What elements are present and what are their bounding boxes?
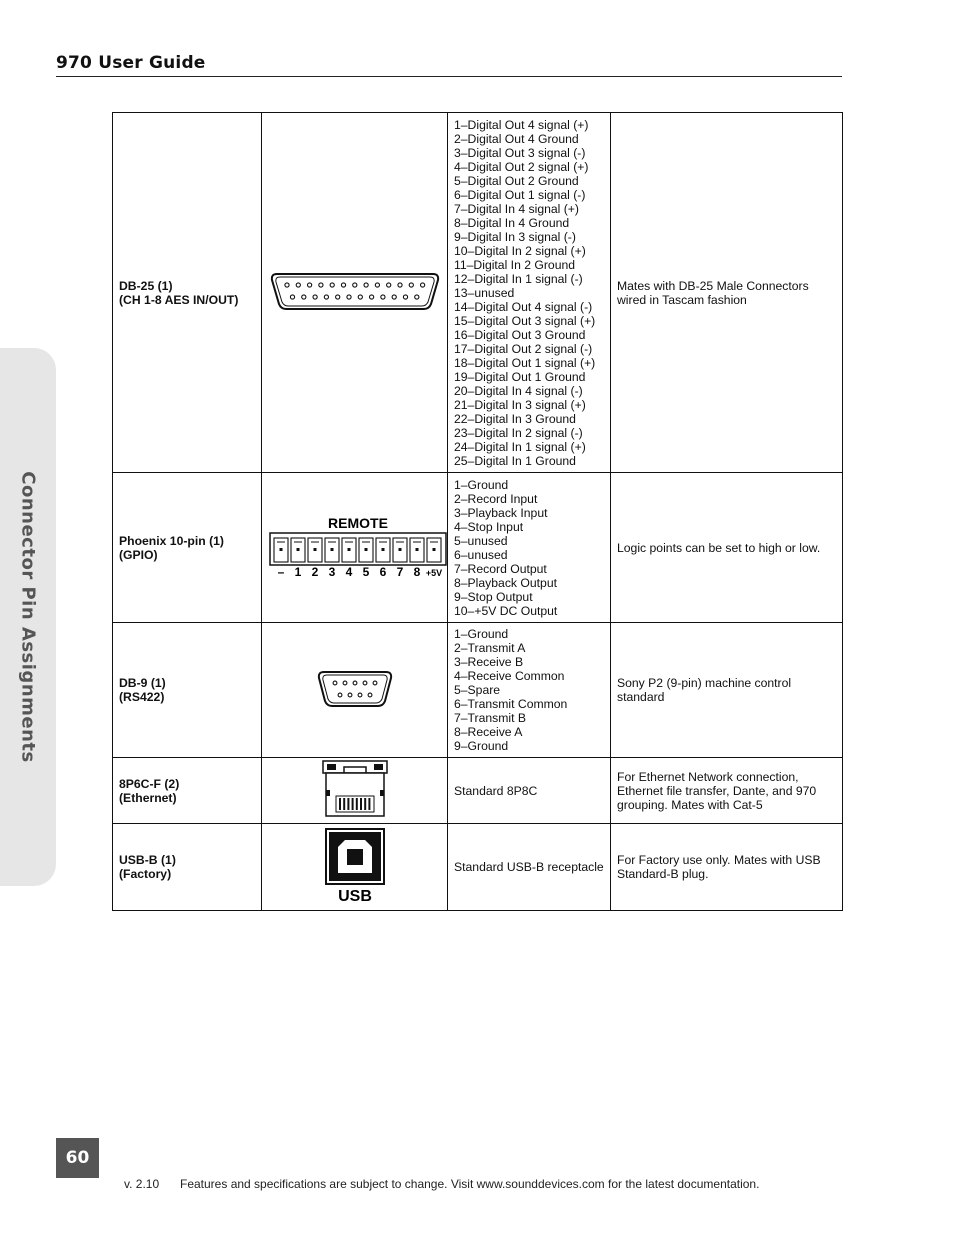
- pin-list-cell: [448, 113, 611, 473]
- terminal-pin: [280, 548, 283, 551]
- pin-assignment: 5–Digital Out 2 Ground: [454, 173, 579, 188]
- pin-list-cell: [448, 623, 611, 758]
- terminal-pin: [314, 548, 317, 551]
- contact: [364, 798, 366, 810]
- pin-assignment: 6–Digital Out 1 signal (-): [454, 187, 586, 202]
- db25-connector-icon: [269, 270, 441, 312]
- note-line: Sony P2 (9-pin) machine control: [617, 676, 792, 690]
- pin-assignment: 5–unused: [454, 533, 508, 548]
- pin-assignment: 4–Receive Common: [454, 669, 565, 683]
- connector-subname: (RS422): [119, 690, 165, 704]
- terminal-label: +5V: [425, 568, 443, 578]
- terminal-label: 8: [413, 565, 421, 578]
- terminal-label: 3: [328, 565, 336, 578]
- pin-assignment: 6–unused: [454, 547, 508, 562]
- connector-image-cell: [262, 758, 448, 824]
- pin-assignment: 5–Spare: [454, 683, 501, 697]
- table-row: [113, 824, 843, 911]
- pin-description: Standard USB-B receptacle: [454, 860, 604, 874]
- pin-assignment: 7–Digital In 4 signal (+): [454, 201, 579, 216]
- connector-name-cell: [113, 113, 262, 473]
- pin-assignment: 6–Transmit Common: [454, 697, 568, 711]
- pin-assignment: 1–Ground: [454, 477, 509, 492]
- terminal-pin: [399, 548, 402, 551]
- table-row: [113, 473, 843, 623]
- note-line: For Factory use only. Mates with USB: [617, 853, 821, 867]
- connector-image-cell: [262, 113, 448, 473]
- pin-assignment: 21–Digital In 3 signal (+): [454, 397, 586, 412]
- pin-assignment: 11–Digital In 2 Ground: [454, 257, 576, 272]
- note-line: Standard-B plug.: [617, 867, 709, 881]
- contact: [368, 798, 370, 810]
- pin-assignment: 10–Digital In 2 signal (+): [454, 243, 586, 258]
- terminal-pin: [297, 548, 300, 551]
- connector-name: 8P6C-F (2): [119, 776, 180, 791]
- notes-cell: [611, 623, 843, 758]
- connector-subname: (CH 1-8 AES IN/OUT): [119, 292, 239, 307]
- contact: [355, 798, 357, 810]
- pin-assignment: 19–Digital Out 1 Ground: [454, 369, 586, 384]
- contact: [343, 798, 345, 810]
- notes-cell: [611, 473, 843, 623]
- note-line: wired in Tascam fashion: [617, 292, 747, 307]
- pin-assignment: 1–Ground: [454, 627, 509, 641]
- note-line: For Ethernet Network connection,: [617, 769, 799, 784]
- usb-b-port-icon: [324, 827, 386, 905]
- pin-assignment: 20–Digital In 4 signal (-): [454, 383, 583, 398]
- connector-name: DB-9 (1): [119, 676, 166, 690]
- table-row: [113, 623, 843, 758]
- contact: [347, 798, 349, 810]
- pin-list-cell: [448, 758, 611, 824]
- phoenix-10pin-connector-icon: [268, 514, 448, 578]
- connector-name: Phoenix 10-pin (1): [119, 533, 224, 548]
- remote-label: REMOTE: [328, 515, 388, 531]
- pin-assignment: 17–Digital Out 2 signal (-): [454, 341, 593, 356]
- contact: [351, 798, 353, 810]
- note-line: standard: [617, 690, 665, 704]
- pin-assignment: 12–Digital In 1 signal (-): [454, 271, 583, 286]
- connector-name-cell: [113, 824, 262, 911]
- db9-connector-icon: [317, 669, 393, 709]
- pin-assignment: 13–unused: [454, 285, 515, 300]
- connector-subname: (Factory): [119, 867, 172, 881]
- note-line: Ethernet file transfer, Dante, and 970: [617, 783, 817, 798]
- notes-cell: [611, 824, 843, 911]
- terminal-label: 6: [379, 565, 387, 578]
- connector-name: DB-25 (1): [119, 278, 173, 293]
- page-number: 60: [56, 1138, 99, 1178]
- terminal-pin: [416, 548, 419, 551]
- connector-image-cell: [262, 473, 448, 623]
- note-line: Logic points can be set to high or low.: [617, 540, 821, 555]
- pin-assignment: 4–Stop Input: [454, 519, 524, 534]
- connector-name-cell: [113, 473, 262, 623]
- connector-subname: (Ethernet): [119, 790, 177, 805]
- terminal-pin: [382, 548, 385, 551]
- footer-text: Features and specifications are subject to change. Visit www.sounddevices.com for the latest documentation.: [180, 1177, 760, 1191]
- pin-assignment: 3–Playback Input: [454, 505, 548, 520]
- connector-image-cell: [262, 623, 448, 758]
- usb-label: USB: [337, 887, 372, 905]
- terminal-label: 5: [362, 565, 370, 578]
- pin-assignment: 24–Digital In 1 signal (+): [454, 439, 586, 454]
- pin-assignment: 8–Receive A: [454, 725, 523, 739]
- terminal-label: 4: [345, 565, 353, 578]
- pin-assignment: 2–Digital Out 4 Ground: [454, 131, 579, 146]
- terminal-label: 1: [294, 565, 302, 578]
- pin-assignment: 8–Playback Output: [454, 575, 557, 590]
- connector-image-cell: [262, 824, 448, 911]
- table-row: [113, 113, 843, 473]
- pin-assignment: 3–Digital Out 3 signal (-): [454, 145, 586, 160]
- terminal-label: 2: [311, 565, 319, 578]
- pin-assignment: 9–Stop Output: [454, 589, 533, 604]
- pin-assignment: 16–Digital Out 3 Ground: [454, 327, 586, 342]
- ethernet-jack-icon: [322, 760, 388, 818]
- table-row: [113, 758, 843, 824]
- terminal-pin: [433, 548, 436, 551]
- pin-assignment: 15–Digital Out 3 signal (+): [454, 313, 596, 328]
- footer-version: v. 2.10: [124, 1177, 160, 1191]
- notes-cell: [611, 758, 843, 824]
- pin-assignment: 25–Digital In 1 Ground: [454, 453, 576, 468]
- pin-assignment: 2–Record Input: [454, 491, 538, 506]
- pin-assignment: 1–Digital Out 4 signal (+): [454, 117, 589, 132]
- header-rule: [56, 76, 842, 77]
- pin-list-cell: [448, 473, 611, 623]
- connector-subname: (GPIO): [119, 547, 158, 562]
- pin-assignment: 23–Digital In 2 signal (-): [454, 425, 583, 440]
- pin-description: Standard 8P8C: [454, 783, 538, 798]
- note-line: grouping. Mates with Cat-5: [617, 797, 763, 812]
- terminal-pin: [365, 548, 368, 551]
- connector-name-cell: [113, 758, 262, 824]
- terminal-pin: [331, 548, 334, 551]
- notes-cell: [611, 113, 843, 473]
- pin-assignment: 18–Digital Out 1 signal (+): [454, 355, 596, 370]
- terminal-label: –: [277, 565, 285, 578]
- contact: [360, 798, 362, 810]
- pin-assignment: 4–Digital Out 2 signal (+): [454, 159, 589, 174]
- terminal-label: 7: [396, 565, 404, 578]
- connector-pin-table: [112, 112, 843, 911]
- pin-assignment: 10–+5V DC Output: [454, 603, 558, 618]
- connector-name: USB-B (1): [119, 853, 176, 867]
- pin-assignment: 7–Record Output: [454, 561, 547, 576]
- terminal-pin: [348, 548, 351, 551]
- pin-assignment: 8–Digital In 4 Ground: [454, 215, 570, 230]
- section-side-tab-label: Connector Pin Assignments: [17, 471, 39, 763]
- pin-assignment: 9–Digital In 3 signal (-): [454, 229, 576, 244]
- page-header-title: 970 User Guide: [56, 53, 206, 73]
- pin-assignment: 14–Digital Out 4 signal (-): [454, 299, 593, 314]
- footer: [124, 1177, 759, 1191]
- pin-list-cell: [448, 824, 611, 911]
- pin-assignment: 7–Transmit B: [454, 711, 527, 725]
- pin-assignment: 3–Receive B: [454, 655, 524, 669]
- connector-name-cell: [113, 623, 262, 758]
- pin-assignment: 22–Digital In 3 Ground: [454, 411, 576, 426]
- pin-assignment: 9–Ground: [454, 739, 509, 753]
- note-line: Mates with DB-25 Male Connectors: [617, 278, 809, 293]
- contact: [339, 798, 341, 810]
- pin-assignment: 2–Transmit A: [454, 641, 526, 655]
